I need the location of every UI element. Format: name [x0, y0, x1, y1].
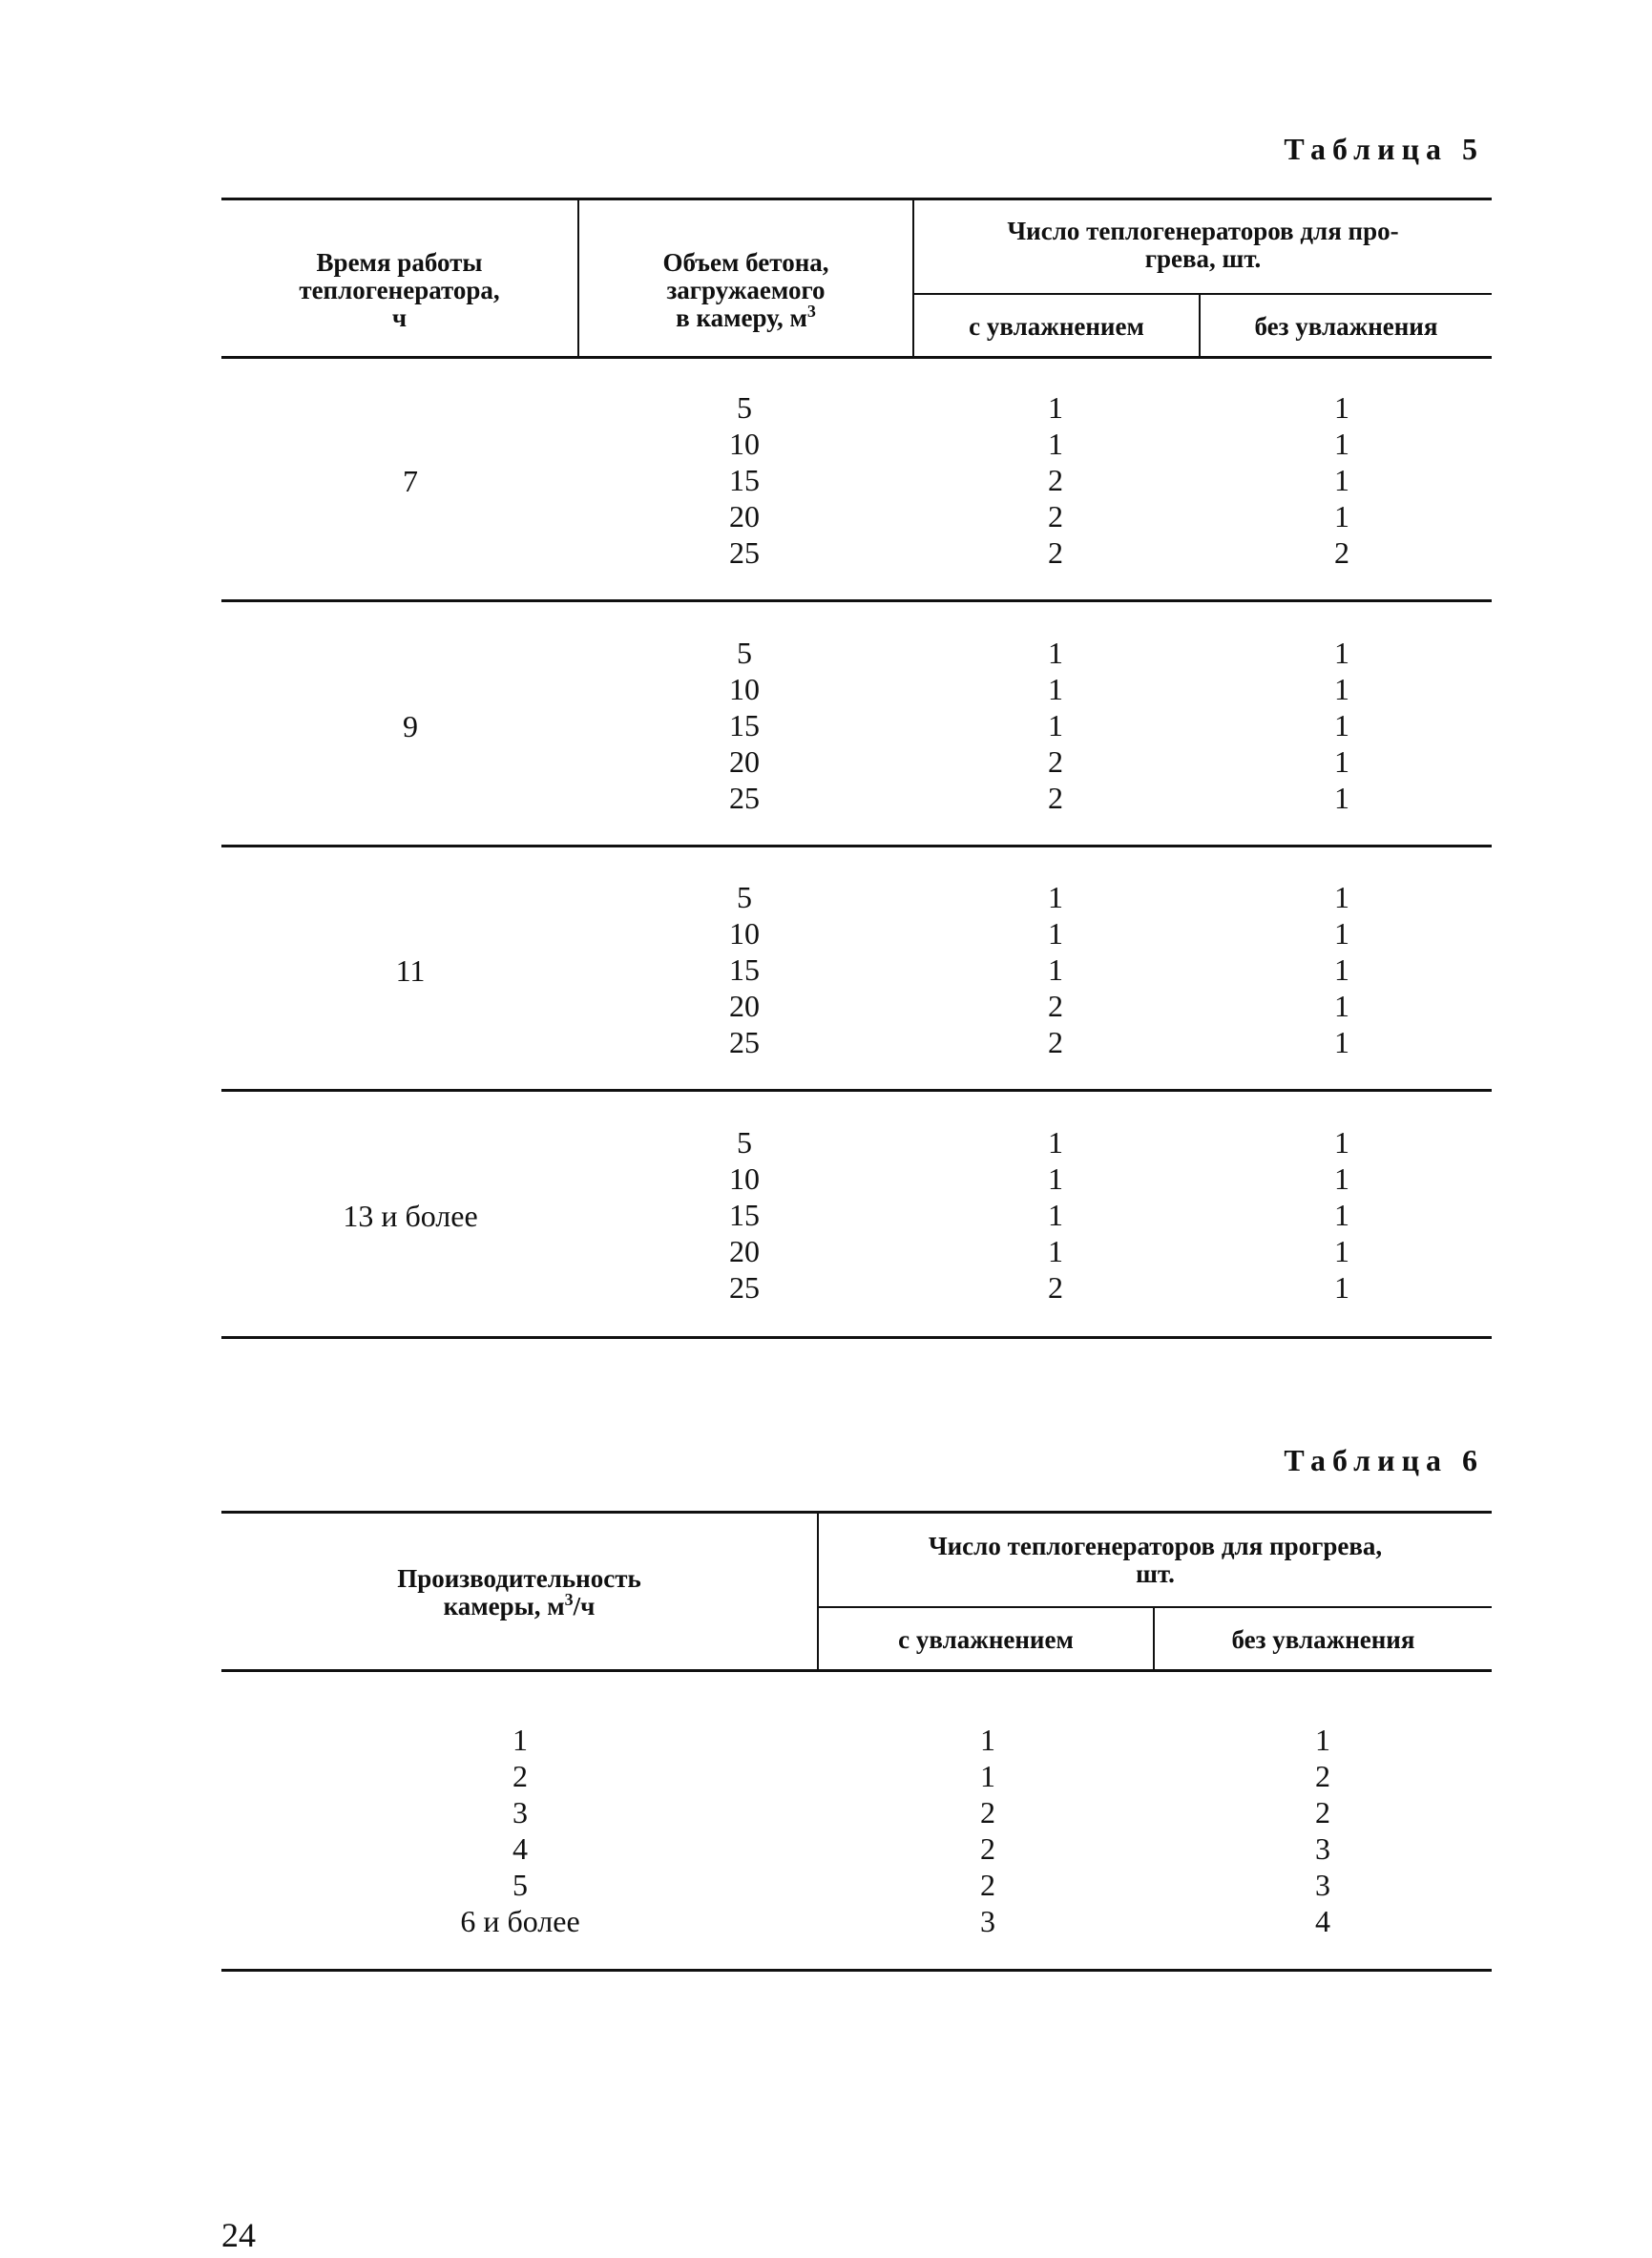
- table5-caption: Таблица 5: [1284, 132, 1484, 166]
- table6-without-humid-cell: 4: [1315, 1904, 1330, 1938]
- table6-without-humid-cell: 3: [1315, 1831, 1330, 1866]
- table6-without-humid-cell: 2: [1315, 1759, 1330, 1793]
- table6-header-with-humid: с увлажнением: [898, 1625, 1074, 1654]
- table6-header-bottom-rule: [221, 1669, 1492, 1672]
- page-number: 24: [221, 2216, 256, 2254]
- table6-with-humid-cell: 1: [980, 1759, 995, 1793]
- table5-time-cell: 11: [395, 953, 426, 988]
- table6-caption: Таблица 6: [1284, 1443, 1484, 1477]
- table6-with-humid-cell: 2: [980, 1831, 995, 1866]
- table6-bottom-rule: [221, 1969, 1492, 1972]
- table6-capacity-cell: 1: [512, 1723, 528, 1757]
- table6-without-humid-cell: 3: [1315, 1868, 1330, 1902]
- table5-time-cell: 7: [403, 464, 418, 498]
- table6-header-count: Число теплогенераторов для прогрева, шт.: [928, 1532, 1383, 1588]
- table5-subheader-rule: [914, 293, 1492, 295]
- table6-top-rule: [221, 1511, 1492, 1514]
- table6-with-humid-cell: 2: [980, 1868, 995, 1902]
- table5-group-rule: [221, 1089, 1492, 1092]
- table5-header-with-humid: с увлажнением: [969, 312, 1144, 341]
- table5-header-volume: Объем бетона, загружаемого в камеру, $м^3$: [662, 248, 829, 332]
- table6-capacity-column: [382, 1722, 659, 1939]
- table5-with-humid-cell: 1 1 2 2 2: [1048, 390, 1063, 570]
- table6-with-humid-column: [911, 1722, 1064, 1939]
- table5-without-humid-cell: 1 1 1 1 2: [1334, 390, 1349, 570]
- table6-capacity-cell: 4: [512, 1831, 528, 1866]
- table6-without-humid-cell: 2: [1315, 1795, 1330, 1829]
- table5-header-bottom-rule: [221, 356, 1492, 359]
- table5-without-humid-cell: 1 1 1 1 1: [1334, 880, 1349, 1059]
- table5-without-humid-cell: 1 1 1 1 1: [1334, 1125, 1349, 1305]
- table6-capacity-cell: 2: [512, 1759, 528, 1793]
- table5-group-rule: [221, 845, 1492, 847]
- table5-time-cell: 13 и более: [343, 1199, 478, 1233]
- table6-capacity-cell: 6 и более: [460, 1904, 580, 1938]
- table6-without-humid-column: [1246, 1722, 1399, 1939]
- table5-with-humid-cell: 1 1 1 2 2: [1048, 636, 1063, 815]
- table5-header-count: Число теплогенераторов для про- грева, шт.: [1007, 217, 1399, 273]
- table5-bottom-rule: [221, 1336, 1492, 1339]
- table6-capacity-cell: 3: [512, 1795, 528, 1829]
- table5-volume-cell: 5 10 15 20 25: [729, 880, 760, 1059]
- table5-with-humid-cell: 1 1 1 2 2: [1048, 880, 1063, 1059]
- table6-header-without-humid: без увлажнения: [1231, 1625, 1415, 1654]
- table5-top-rule: [221, 198, 1492, 200]
- table5-header-without-humid: без увлажнения: [1254, 312, 1438, 341]
- table6-capacity-cell: 5: [512, 1868, 528, 1902]
- table5-volume-cell: 5 10 15 20 25: [729, 390, 760, 570]
- table5-volume-cell: 5 10 15 20 25: [729, 1125, 760, 1305]
- table6-with-humid-cell: 3: [980, 1904, 995, 1938]
- table5-time-cell: 9: [403, 709, 418, 743]
- table6-with-humid-cell: 1: [980, 1723, 995, 1757]
- table5-header-time: Время работы теплогенератора, ч: [299, 248, 500, 332]
- table5-volume-cell: 5 10 15 20 25: [729, 636, 760, 815]
- table5-with-humid-cell: 1 1 1 1 2: [1048, 1125, 1063, 1305]
- table5-without-humid-cell: 1 1 1 1 1: [1334, 636, 1349, 815]
- table5-group-rule: [221, 599, 1492, 602]
- table6-with-humid-cell: 2: [980, 1795, 995, 1829]
- table6-without-humid-cell: 1: [1315, 1723, 1330, 1757]
- table6-header-capacity: Производительность камеры, $м^3/ч$: [397, 1564, 641, 1620]
- table6-subheader-rule: [819, 1606, 1492, 1608]
